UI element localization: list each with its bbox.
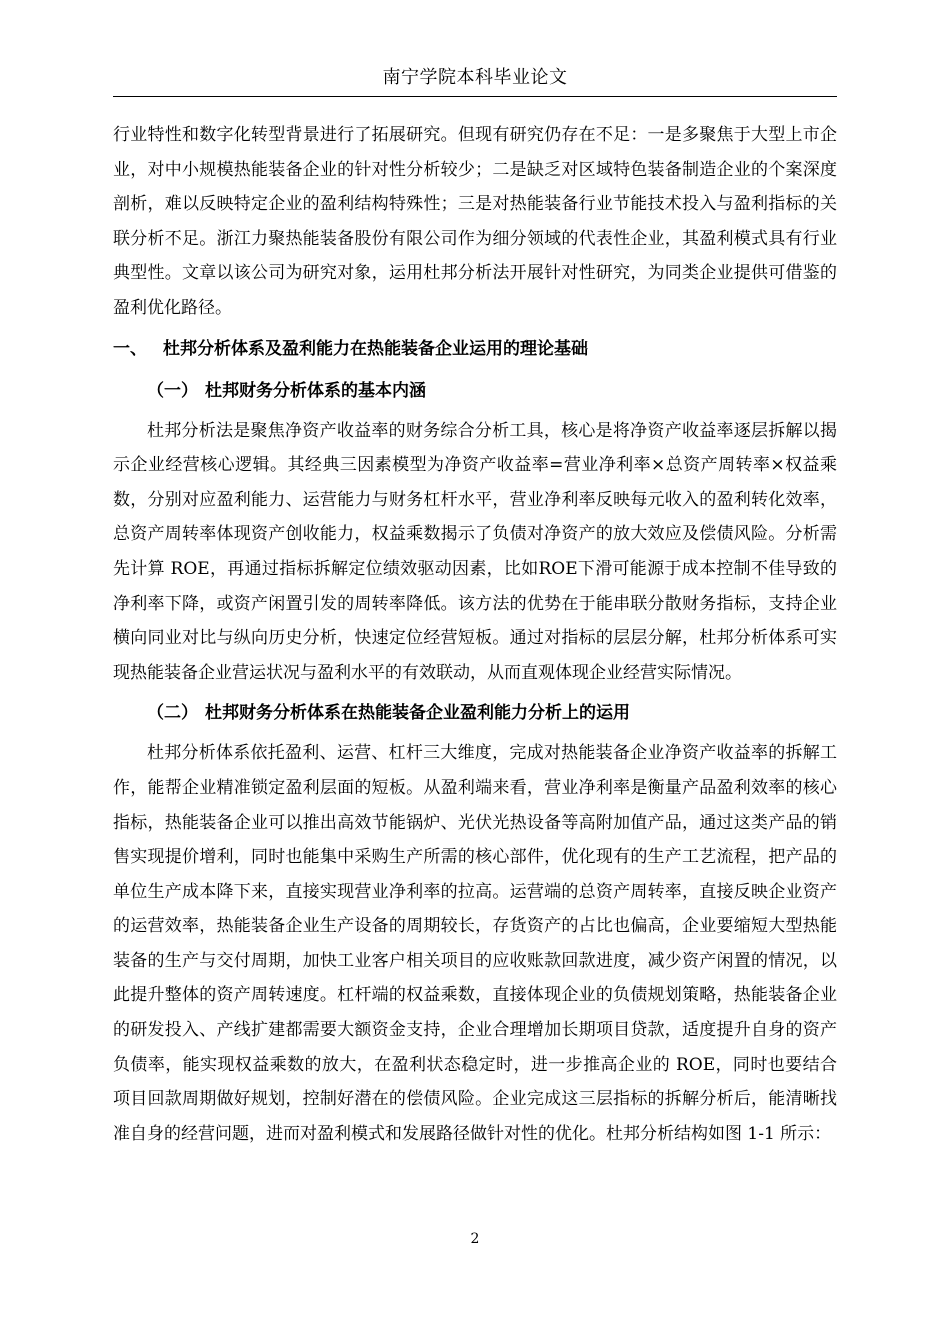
intro-paragraph: 行业特性和数字化转型背景进行了拓展研究。但现有研究仍存在不足：一是多聚焦于大型上市企业，对中小规模热能装备企业的针对性分析较少；二是缺乏对区域特色装备制造企业的个案深度剖析，难以反映特定企业的盈利结构特殊性；三是对热能装备行业节能技术投入与盈利指标的关联分析不足。浙江力聚热能装备股份有限公司作为细分领域的代表性企业，其盈利模式具有行业典型性。文章以该公司为研究对象，运用杜邦分析法开展针对性研究，为同类企业提供可借鉴的盈利优化路径。: [113, 125, 837, 318]
subsection-heading-1: [113, 372, 837, 410]
page-number: 2: [470, 1231, 480, 1247]
subsection-title: 杜邦财务分析体系在热能装备企业盈利能力分析上的运用: [205, 703, 630, 724]
body-paragraph-1: 杜邦分析法是聚焦净资产收益率的财务综合分析工具，核心是将净资产收益率逐层拆解以揭示企业经营核心逻辑。其经典三因素模型为净资产收益率=营业净利率×总资产周转率×权益乘数，分别对应盈利能力、运营能力与财务杠杆水平，营业净利率反映每元收入的盈利转化效率，总资产周转率体现资产创收能力，权益乘数揭示了负债对净资产的放大效应及偿债风险。分析需先计算 ROE，再通过指标拆解定位绩效驱动因素，比如ROE下滑可能源于成本控制不佳导致的净利率下降，或资产闲置引发的周转率降低。该方法的优势在于能串联分散财务指标，支持企业横向同业对比与纵向历史分析，快速定位经营短板。通过对指标的层层分解，杜邦分析体系可实现热能装备企业营运状况与盈利水平的有效联动，从而直观体现企业经营实际情况。: [113, 420, 837, 683]
section-heading-1: [113, 330, 837, 368]
subsection-title: 杜邦财务分析体系的基本内涵: [205, 380, 426, 401]
body-text: [113, 118, 837, 1151]
running-header: 南宁学院本科毕业论文: [382, 67, 568, 88]
header-rule: [113, 96, 837, 97]
section-title: 杜邦分析体系及盈利能力在热能装备企业运用的理论基础: [163, 338, 588, 359]
subsection-number: （二）: [147, 703, 198, 724]
section-number: 一、: [113, 338, 147, 359]
body-paragraph-2: 杜邦分析体系依托盈利、运营、杠杆三大维度，完成对热能装备企业净资产收益率的拆解工作，能帮企业精准锁定盈利层面的短板。从盈利端来看，营业净利率是衡量产品盈利效率的核心指标，热能装备企业可以推出高效节能锅炉、光伏光热设备等高附加值产品，通过这类产品的销售实现提价增利，同时也能集中采购生产所需的核心部件，优化现有的生产工艺流程，把产品的单位生产成本降下来，直接实现营业净利率的拉高。运营端的总资产周转率，直接反映企业资产的运营效率，热能装备企业生产设备的周期较长，存货资产的占比也偏高，企业要缩短大型热能装备的生产与交付周期，加快工业客户相关项目的应收账款回款进度，减少资产闲置的情况，以此提升整体的资产周转速度。杠杆端的权益乘数，直接体现企业的负债规划策略，热能装备企业的研发投入、产线扩建都需要大额资金支持，企业合理增加长期项目贷款，适度提升自身的资产负债率，能实现权益乘数的放大，在盈利状态稳定时，进一步推高企业的 ROE，同时也要结合项目回款周期做好规划，控制好潜在的偿债风险。企业完成这三层指标的拆解分析后，能清晰找准自身的经营问题，进而对盈利模式和发展路径做针对性的优化。杜邦分析结构如图 1-1 所示：: [113, 743, 837, 1144]
subsection-number: （一）: [147, 380, 198, 401]
subsection-heading-2: [113, 694, 837, 732]
